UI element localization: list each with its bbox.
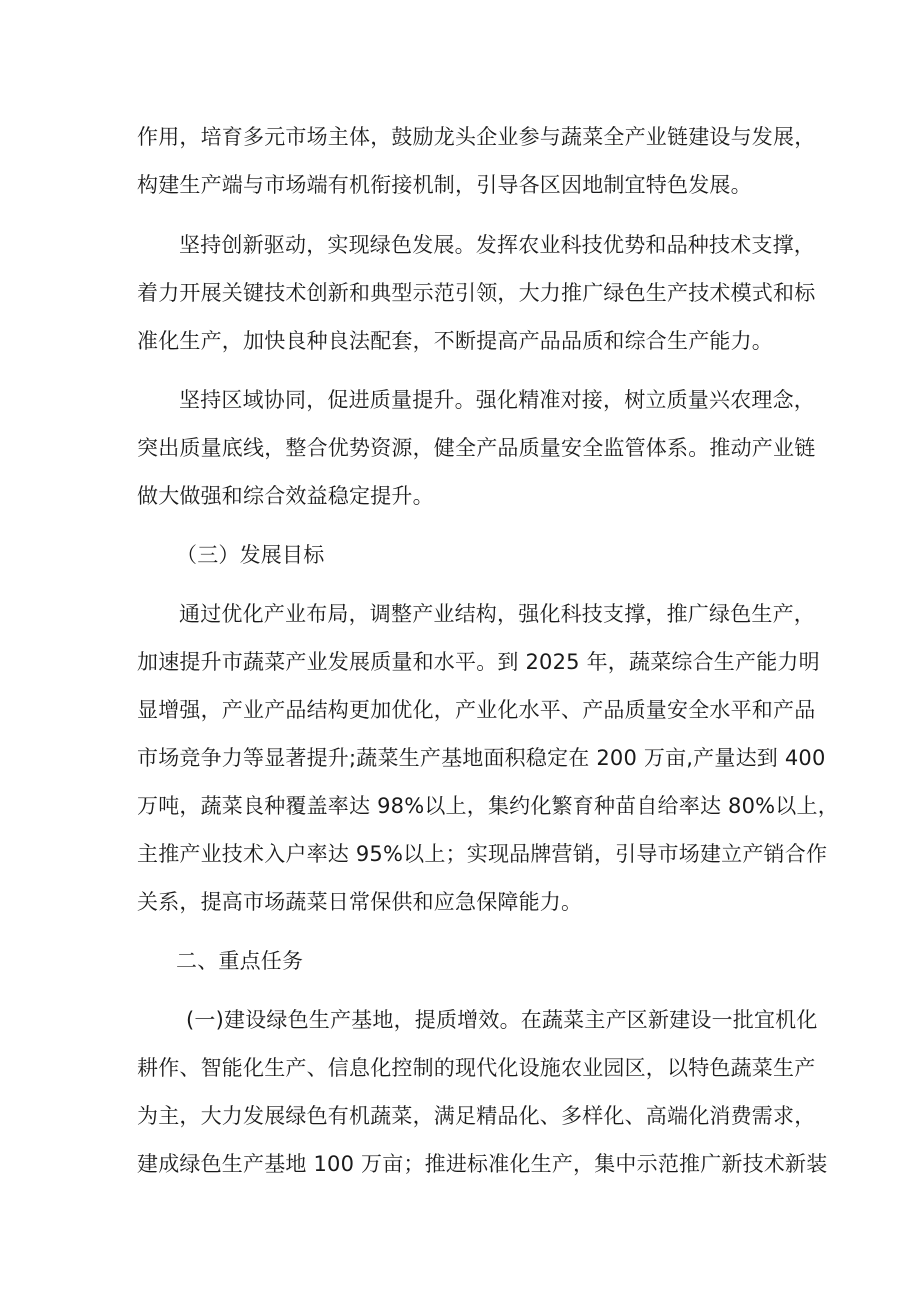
paragraph-line: 突出质量底线，整合优势资源，健全产品质量安全监管体系。推动产业链 (137, 436, 816, 460)
paragraph-line: 着力开展关键技术创新和典型示范引领，大力推广绿色生产技术模式和标 (137, 281, 816, 305)
paragraph-line: 坚持区域协同，促进质量提升。强化精准对接，树立质量兴农理念， (179, 388, 815, 412)
paragraph-line: 为主，大力发展绿色有机蔬菜，满足精品化、多样化、高端化消费需求， (137, 1104, 816, 1128)
paragraph-line: 市场竞争力等显著提升;蔬菜生产基地面积稳定在 200 万亩,产量达到 400 (137, 746, 826, 770)
paragraph-line: 作用，培育多元市场主体，鼓励龙头企业参与蔬菜全产业链建设与发展， (137, 125, 816, 149)
section-heading-goals: （三）发展目标 (176, 543, 325, 567)
paragraph-line: 构建生产端与市场端有机衔接机制，引导各区因地制宜特色发展。 (137, 173, 752, 197)
paragraph-line: 准化生产，加快良种良法配套，不断提高产品品质和综合生产能力。 (137, 329, 773, 353)
paragraph-line: 通过优化产业布局，调整产业结构，强化科技支撑，推广绿色生产， (179, 602, 815, 626)
paragraph-line: 耕作、智能化生产、信息化控制的现代化设施农业园区，以特色蔬菜生产 (137, 1056, 816, 1080)
paragraph-line: 主推产业技术入户率达 95%以上；实现品牌营销，引导市场建立产销合作 (137, 842, 828, 866)
paragraph-line: 关系，提高市场蔬菜日常保供和应急保障能力。 (137, 890, 583, 914)
paragraph-line: 显增强，产业产品结构更加优化，产业化水平、产品质量安全水平和产品 (137, 698, 816, 722)
paragraph-line: 建成绿色生产基地 100 万亩；推进标准化生产，集中示范推广新技术新装 (137, 1152, 828, 1176)
paragraph-line: 坚持创新驱动，实现绿色发展。发挥农业科技优势和品种技术支撑， (179, 233, 815, 257)
paragraph-line: 做大做强和综合效益稳定提升。 (137, 484, 434, 508)
paragraph-line: 万吨，蔬菜良种覆盖率达 98%以上，集约化繁育种苗自给率达 80%以上， (137, 794, 839, 818)
paragraph-line: 加速提升市蔬菜产业发展质量和水平。到 2025 年，蔬菜综合生产能力明 (137, 650, 820, 674)
section-heading-tasks: 二、重点任务 (176, 949, 304, 973)
paragraph-line: (一)建设绿色生产基地，提质增效。在蔬菜主产区新建设一批宜机化 (186, 1008, 818, 1032)
